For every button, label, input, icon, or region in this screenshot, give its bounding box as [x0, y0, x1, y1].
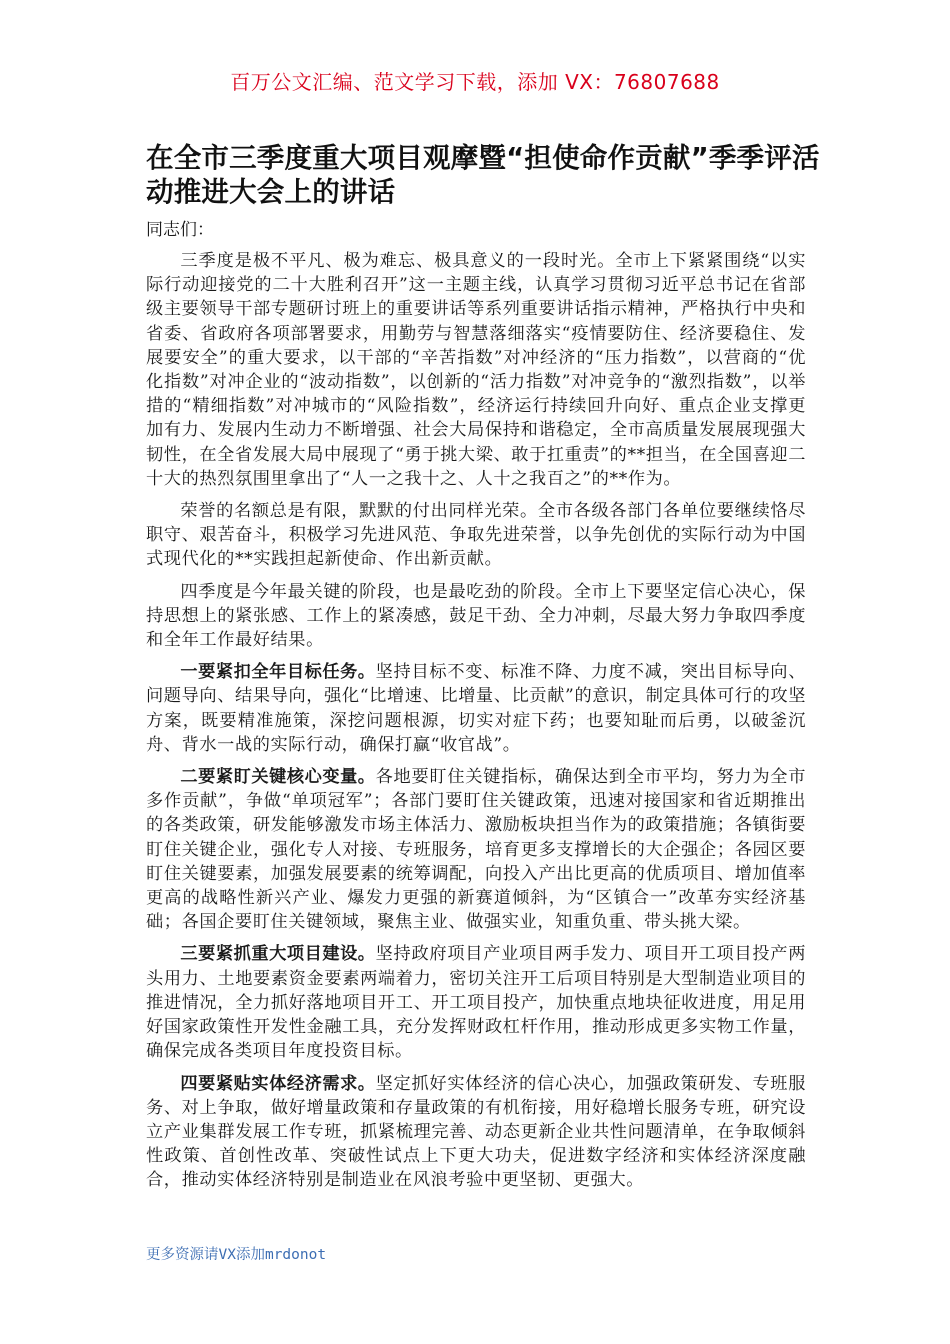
paragraph [146, 249, 806, 491]
document-body [146, 249, 806, 1201]
paragraph [146, 1072, 806, 1193]
paragraph-text: 各地要盯住关键指标，确保达到全市平均，努力为全市多作贡献”，争做“单项冠军”；各部门要盯住关键政策，迅速对接国家和省近期推出的各类政策，研发能够激发市场主体活力、激励板块担当作为的政策措施；各镇街要盯住关键企业，强化专人对接、专班服务，培育更多支撑增长的大企强企；各园区要盯住关键要素，加强发展要素的统筹调配，向投入产出比更高的优质项目、增加值率更高的战略性新兴产业、爆发力更强的新赛道倾斜，为“区镇合一”改革夯实经济基础；各国企要盯住关键领域，聚焦主业、做强实业，知重负重、带头挑大梁。 [146, 767, 807, 933]
paragraph-text: 坚持政府项目产业项目两手发力、项目开工项目投产两头用力、土地要素资金要素两端着力，密切关注开工后项目特别是大型制造业项目的推进情况，全力抓好落地项目开工、开工项目投产，加快重点地块征收进度，用足用好国家政策性开发性金融工具，充分发挥财政杠杆作用，推动形成更多实物工作量，确保完成各类项目年度投资目标。 [146, 944, 807, 1062]
watermark-header: 百万公文汇编、范文学习下载，添加 VX：76807688 [230, 70, 720, 94]
paragraph [146, 660, 806, 757]
paragraph-text: 荣誉的名额总是有限，默默的付出同样光荣。全市各级各部门各单位要继续恪尽职守、艰苦奋斗，积极学习先进风范、争取先进荣誉，以争先创优的实际行动为中国式现代化的**实践担起新使命、作出新贡献。 [146, 501, 806, 570]
salutation: 同志们： [146, 220, 214, 240]
document-title: 在全市三季度重大项目观摩暨“担使命作贡献”季季评活动推进大会上的讲话 [146, 142, 820, 208]
paragraph [146, 499, 806, 572]
footer-resource-link[interactable]: 更多资源请VX添加mrdonot [146, 1247, 327, 1263]
paragraph-lead: 四要紧贴实体经济需求。 [180, 1073, 376, 1094]
paragraph-text: 四季度是今年最关键的阶段，也是最吃劲的阶段。全市上下要坚定信心决心，保持思想上的紧张感、工作上的紧凑感，鼓足干劲、全力冲刺，尽最大努力争取四季度和全年工作最好结果。 [146, 581, 806, 651]
paragraph-text: 三季度是极不平凡、极为难忘、极具意义的一段时光。全市上下紧紧围绕“以实际行动迎接党的二十大胜利召开”这一主题主线，认真学习贯彻习近平总书记在省部级主要领导干部专题研讨班上的重要讲话等系列重要讲话指示精神，严格执行中央和省委、省政府各项部署要求，用勤劳与智慧落细落实“疫情要防住、经济要稳住、发展要安全”的重大要求，以干部的“辛苦指数”对冲经济的“压力指数”，以营商的“优化指数”对冲企业的“波动指数”，以创新的“活力指数”对冲竞争的“激烈指数”，以举措的“精细指数”对冲城市的“风险指数”，经济运行持续回升向好、重点企业支撑更加有力、发展内生动力不断增强、社会大局保持和谐稳定，全市高质量发展展现强大韧性，在全省发展大局中展现了“勇于挑大梁、敢于扛重责”的**担当，在全国喜迎二十大的热烈氛围里拿出了“人一之我十之、人十之我百之”的**作为。 [146, 251, 806, 489]
paragraph-lead: 三要紧抓重大项目建设。 [180, 944, 376, 965]
paragraph-text: 坚持目标不变、标准不降、力度不减，突出目标导向、问题导向、结果导向，强化“比增速、比增量、比贡献”的意识，制定具体可行的攻坚方案，既要精准施策，深挖问题根源，切实对症下药；也要知耻而后勇，以破釜沉舟、背水一战的实际行动，确保打赢“收官战”。 [146, 662, 807, 755]
paragraph-text: 坚定抓好实体经济的信心决心，加强政策研发、专班服务、对上争取，做好增量政策和存量政策的有机衔接，用好稳增长服务专班，研究设立产业集群发展工作专班，抓紧梳理完善、动态更新企业共性问题清单，在争取倾斜性政策、首创性改革、突破性试点上下更大功夫，促进数字经济和实体经济深度融合，推动实体经济特别是制造业在风浪考验中更坚韧、更强大。 [146, 1073, 807, 1191]
paragraph [146, 765, 806, 934]
paragraph-lead: 二要紧盯关键核心变量。 [180, 767, 376, 788]
paragraph-lead: 一要紧扣全年目标任务。 [180, 662, 376, 683]
paragraph [146, 580, 806, 653]
paragraph [146, 942, 806, 1063]
